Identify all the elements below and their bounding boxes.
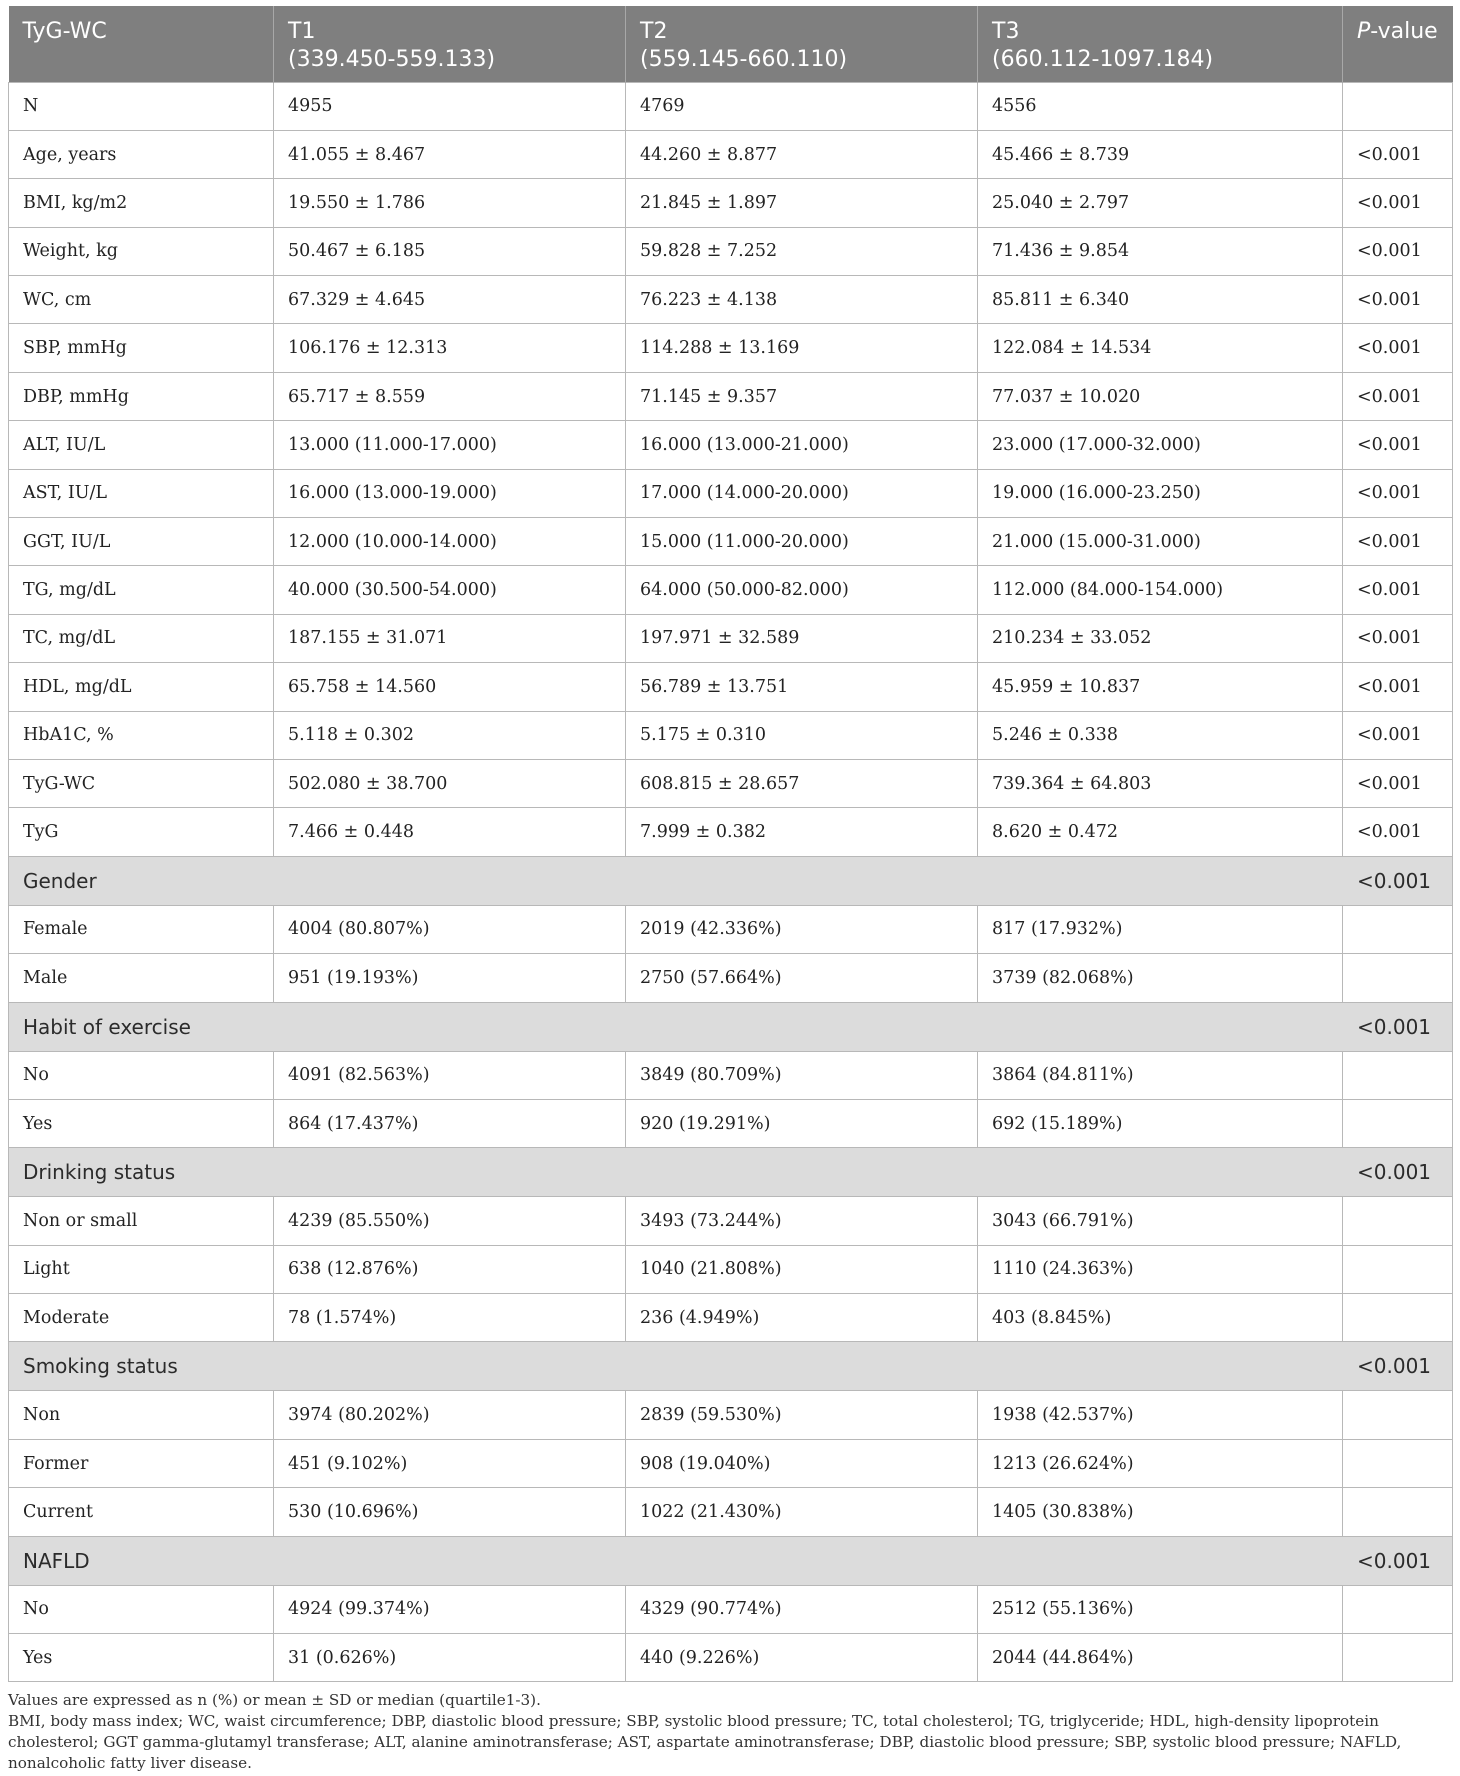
cell-t2: 114.288 ± 13.169: [626, 324, 978, 372]
cell-t2: 920 (19.291%): [626, 1099, 978, 1147]
row-label: No: [9, 1585, 274, 1633]
section-p-value: <0.001: [1343, 1148, 1453, 1197]
section-label: Gender: [9, 856, 1343, 905]
cell-t1: 67.329 ± 4.645: [274, 276, 626, 324]
header-t3: [978, 6, 1343, 82]
table-row: [9, 179, 1453, 227]
cell-t3: 3864 (84.811%): [978, 1051, 1343, 1099]
cell-t1: 4955: [274, 82, 626, 130]
cell-p-value: <0.001: [1343, 711, 1453, 759]
cell-t1: 7.466 ± 0.448: [274, 808, 626, 856]
cell-t3: 122.084 ± 14.534: [978, 324, 1343, 372]
table-row: [9, 954, 1453, 1002]
row-label: Yes: [9, 1099, 274, 1147]
cell-p-value: [1343, 1634, 1453, 1682]
cell-p-value: [1343, 1439, 1453, 1487]
cell-t3: 3739 (82.068%): [978, 954, 1343, 1002]
cell-t2: 1022 (21.430%): [626, 1488, 978, 1536]
cell-t3: 1213 (26.624%): [978, 1439, 1343, 1487]
cell-t3: 45.959 ± 10.837: [978, 663, 1343, 711]
table-row: [9, 1634, 1453, 1682]
cell-p-value: <0.001: [1343, 421, 1453, 469]
cell-p-value: [1343, 1294, 1453, 1342]
cell-t1: 40.000 (30.500-54.000): [274, 566, 626, 614]
footnote-values: Values are expressed as n (%) or mean ± SD or median (quartile1-3).: [8, 1691, 541, 1710]
header-p-italic: P: [1357, 19, 1371, 44]
table-row: [9, 1197, 1453, 1245]
cell-t2: 3849 (80.709%): [626, 1051, 978, 1099]
cell-t2: 64.000 (50.000-82.000): [626, 566, 978, 614]
row-label: BMI, kg/m2: [9, 179, 274, 227]
cell-t1: 106.176 ± 12.313: [274, 324, 626, 372]
cell-t1: 12.000 (10.000-14.000): [274, 518, 626, 566]
cell-p-value: [1343, 1585, 1453, 1633]
cell-t1: 16.000 (13.000-19.000): [274, 469, 626, 517]
table-header: [9, 6, 1453, 82]
table-row: [9, 276, 1453, 324]
table-row: [9, 566, 1453, 614]
table-row: [9, 1439, 1453, 1487]
cell-t2: 76.223 ± 4.138: [626, 276, 978, 324]
cell-t2: 608.815 ± 28.657: [626, 759, 978, 807]
cell-t1: 951 (19.193%): [274, 954, 626, 1002]
cell-t3: 1938 (42.537%): [978, 1391, 1343, 1439]
header-p-rest: -value: [1370, 19, 1438, 44]
section-label: Drinking status: [9, 1148, 1343, 1197]
header-tyg-wc-label: TyG-WC: [22, 19, 107, 44]
header-t3-range: (660.112-1097.184): [992, 46, 1214, 72]
table-row: [9, 518, 1453, 566]
table-row: [9, 421, 1453, 469]
cell-t1: 864 (17.437%): [274, 1099, 626, 1147]
cell-t3: 739.364 ± 64.803: [978, 759, 1343, 807]
table-row: [9, 905, 1453, 953]
cell-t3: 77.037 ± 10.020: [978, 372, 1343, 420]
cell-t1: 13.000 (11.000-17.000): [274, 421, 626, 469]
table-row: [9, 1488, 1453, 1536]
row-label: Non or small: [9, 1197, 274, 1245]
table-row: [9, 1294, 1453, 1342]
cell-t2: 7.999 ± 0.382: [626, 808, 978, 856]
cell-t2: 197.971 ± 32.589: [626, 614, 978, 662]
cell-t1: 78 (1.574%): [274, 1294, 626, 1342]
section-p-value: <0.001: [1343, 1536, 1453, 1585]
header-t2: [626, 6, 978, 82]
cell-p-value: <0.001: [1343, 276, 1453, 324]
row-label: ALT, IU/L: [9, 421, 274, 469]
cell-p-value: <0.001: [1343, 614, 1453, 662]
header-t3-name: T3: [992, 19, 1020, 44]
row-label: Male: [9, 954, 274, 1002]
cell-t3: 25.040 ± 2.797: [978, 179, 1343, 227]
table-row: [9, 1245, 1453, 1293]
cell-t2: 17.000 (14.000-20.000): [626, 469, 978, 517]
cell-p-value: <0.001: [1343, 566, 1453, 614]
cell-p-value: [1343, 1488, 1453, 1536]
row-label: Female: [9, 905, 274, 953]
cell-t2: 56.789 ± 13.751: [626, 663, 978, 711]
cell-t1: 5.118 ± 0.302: [274, 711, 626, 759]
row-label: AST, IU/L: [9, 469, 274, 517]
cell-p-value: <0.001: [1343, 469, 1453, 517]
table-body: [9, 82, 1453, 1682]
table-row: [9, 614, 1453, 662]
section-p-value: <0.001: [1343, 1002, 1453, 1051]
row-label: Current: [9, 1488, 274, 1536]
section-label: Smoking status: [9, 1342, 1343, 1391]
cell-t1: 4004 (80.807%): [274, 905, 626, 953]
cell-t1: 65.717 ± 8.559: [274, 372, 626, 420]
cell-p-value: <0.001: [1343, 227, 1453, 275]
cell-p-value: [1343, 1391, 1453, 1439]
cell-p-value: [1343, 954, 1453, 1002]
cell-t1: 31 (0.626%): [274, 1634, 626, 1682]
table-row: [9, 1099, 1453, 1147]
cell-p-value: <0.001: [1343, 179, 1453, 227]
section-row: [9, 1002, 1453, 1051]
table-row: [9, 82, 1453, 130]
table-row: [9, 324, 1453, 372]
cell-t2: 1040 (21.808%): [626, 1245, 978, 1293]
cell-t1: 19.550 ± 1.786: [274, 179, 626, 227]
footnote-abbreviations: BMI, body mass index; WC, waist circumference; DBP, diastolic blood pressure; SBP, systolic blood pressure; TC, total cholesterol; TG, triglyceride; HDL, high-density lipoprotein cholesterol; GGT gamma-glutamyl transferase; ALT, alanine aminotransferase; AST, aspartate aminotransferase; DBP, diastolic blood pressure; SBP, systolic blood pressure; NAFLD, nonalcoholic fatty liver disease.: [8, 1712, 1402, 1773]
row-label: HDL, mg/dL: [9, 663, 274, 711]
section-p-value: <0.001: [1343, 1342, 1453, 1391]
row-label: Age, years: [9, 130, 274, 178]
row-label: TyG-WC: [9, 759, 274, 807]
row-label: HbA1C, %: [9, 711, 274, 759]
table-row: [9, 663, 1453, 711]
cell-t1: 65.758 ± 14.560: [274, 663, 626, 711]
table-container: [8, 6, 1452, 1774]
section-row: [9, 856, 1453, 905]
cell-t3: 403 (8.845%): [978, 1294, 1343, 1342]
cell-t3: 210.234 ± 33.052: [978, 614, 1343, 662]
cell-t3: 45.466 ± 8.739: [978, 130, 1343, 178]
cell-t3: 2044 (44.864%): [978, 1634, 1343, 1682]
cell-t2: 2019 (42.336%): [626, 905, 978, 953]
section-row: [9, 1148, 1453, 1197]
cell-t3: 5.246 ± 0.338: [978, 711, 1343, 759]
row-label: Former: [9, 1439, 274, 1487]
row-label: GGT, IU/L: [9, 518, 274, 566]
cell-t1: 451 (9.102%): [274, 1439, 626, 1487]
cell-t2: 15.000 (11.000-20.000): [626, 518, 978, 566]
cell-t1: 41.055 ± 8.467: [274, 130, 626, 178]
cell-t1: 4239 (85.550%): [274, 1197, 626, 1245]
header-tyg-wc: [9, 6, 274, 82]
cell-p-value: [1343, 1245, 1453, 1293]
baseline-characteristics-table: [8, 6, 1453, 1682]
cell-t2: 21.845 ± 1.897: [626, 179, 978, 227]
section-p-value: <0.001: [1343, 856, 1453, 905]
table-row: [9, 227, 1453, 275]
cell-p-value: [1343, 905, 1453, 953]
cell-p-value: <0.001: [1343, 372, 1453, 420]
cell-t2: 3493 (73.244%): [626, 1197, 978, 1245]
cell-t3: 71.436 ± 9.854: [978, 227, 1343, 275]
section-row: [9, 1536, 1453, 1585]
cell-p-value: [1343, 1051, 1453, 1099]
cell-t3: 4556: [978, 82, 1343, 130]
cell-t1: 530 (10.696%): [274, 1488, 626, 1536]
cell-t2: 4329 (90.774%): [626, 1585, 978, 1633]
row-label: TyG: [9, 808, 274, 856]
cell-t2: 236 (4.949%): [626, 1294, 978, 1342]
row-label: TG, mg/dL: [9, 566, 274, 614]
cell-t1: 4091 (82.563%): [274, 1051, 626, 1099]
table-row: [9, 1391, 1453, 1439]
header-t2-name: T2: [640, 19, 668, 44]
row-label: SBP, mmHg: [9, 324, 274, 372]
header-t2-range: (559.145-660.110): [640, 46, 848, 72]
cell-t1: 3974 (80.202%): [274, 1391, 626, 1439]
cell-t2: 2750 (57.664%): [626, 954, 978, 1002]
cell-t1: 187.155 ± 31.071: [274, 614, 626, 662]
cell-t2: 71.145 ± 9.357: [626, 372, 978, 420]
cell-p-value: <0.001: [1343, 130, 1453, 178]
cell-t2: 2839 (59.530%): [626, 1391, 978, 1439]
cell-t3: 2512 (55.136%): [978, 1585, 1343, 1633]
cell-p-value: <0.001: [1343, 324, 1453, 372]
row-label: Moderate: [9, 1294, 274, 1342]
cell-p-value: [1343, 1197, 1453, 1245]
table-row: [9, 372, 1453, 420]
header-t1: [274, 6, 626, 82]
table-footnotes: [8, 1690, 1452, 1774]
table-row: [9, 469, 1453, 517]
cell-t1: 4924 (99.374%): [274, 1585, 626, 1633]
cell-t2: 16.000 (13.000-21.000): [626, 421, 978, 469]
cell-t1: 638 (12.876%): [274, 1245, 626, 1293]
row-label: Weight, kg: [9, 227, 274, 275]
cell-p-value: <0.001: [1343, 808, 1453, 856]
header-row: [9, 6, 1453, 82]
header-p-value: [1343, 6, 1453, 82]
cell-t3: 8.620 ± 0.472: [978, 808, 1343, 856]
cell-t3: 1405 (30.838%): [978, 1488, 1343, 1536]
table-row: [9, 1051, 1453, 1099]
cell-t3: 19.000 (16.000-23.250): [978, 469, 1343, 517]
table-row: [9, 759, 1453, 807]
row-label: N: [9, 82, 274, 130]
cell-t3: 112.000 (84.000-154.000): [978, 566, 1343, 614]
header-t1-name: T1: [288, 19, 316, 44]
cell-t2: 4769: [626, 82, 978, 130]
section-row: [9, 1342, 1453, 1391]
cell-t3: 21.000 (15.000-31.000): [978, 518, 1343, 566]
row-label: No: [9, 1051, 274, 1099]
cell-t1: 502.080 ± 38.700: [274, 759, 626, 807]
table-row: [9, 1585, 1453, 1633]
section-label: NAFLD: [9, 1536, 1343, 1585]
cell-p-value: [1343, 82, 1453, 130]
cell-t2: 440 (9.226%): [626, 1634, 978, 1682]
cell-t3: 692 (15.189%): [978, 1099, 1343, 1147]
row-label: TC, mg/dL: [9, 614, 274, 662]
cell-t3: 23.000 (17.000-32.000): [978, 421, 1343, 469]
cell-t2: 44.260 ± 8.877: [626, 130, 978, 178]
cell-t3: 1110 (24.363%): [978, 1245, 1343, 1293]
row-label: DBP, mmHg: [9, 372, 274, 420]
cell-t3: 817 (17.932%): [978, 905, 1343, 953]
row-label: Non: [9, 1391, 274, 1439]
cell-t3: 3043 (66.791%): [978, 1197, 1343, 1245]
table-row: [9, 130, 1453, 178]
cell-t1: 50.467 ± 6.185: [274, 227, 626, 275]
row-label: Light: [9, 1245, 274, 1293]
cell-t3: 85.811 ± 6.340: [978, 276, 1343, 324]
cell-p-value: [1343, 1099, 1453, 1147]
cell-t2: 59.828 ± 7.252: [626, 227, 978, 275]
section-label: Habit of exercise: [9, 1002, 1343, 1051]
row-label: WC, cm: [9, 276, 274, 324]
table-row: [9, 808, 1453, 856]
cell-t2: 5.175 ± 0.310: [626, 711, 978, 759]
cell-p-value: <0.001: [1343, 663, 1453, 711]
cell-p-value: <0.001: [1343, 518, 1453, 566]
cell-p-value: <0.001: [1343, 759, 1453, 807]
row-label: Yes: [9, 1634, 274, 1682]
header-t1-range: (339.450-559.133): [288, 46, 496, 72]
table-row: [9, 711, 1453, 759]
cell-t2: 908 (19.040%): [626, 1439, 978, 1487]
